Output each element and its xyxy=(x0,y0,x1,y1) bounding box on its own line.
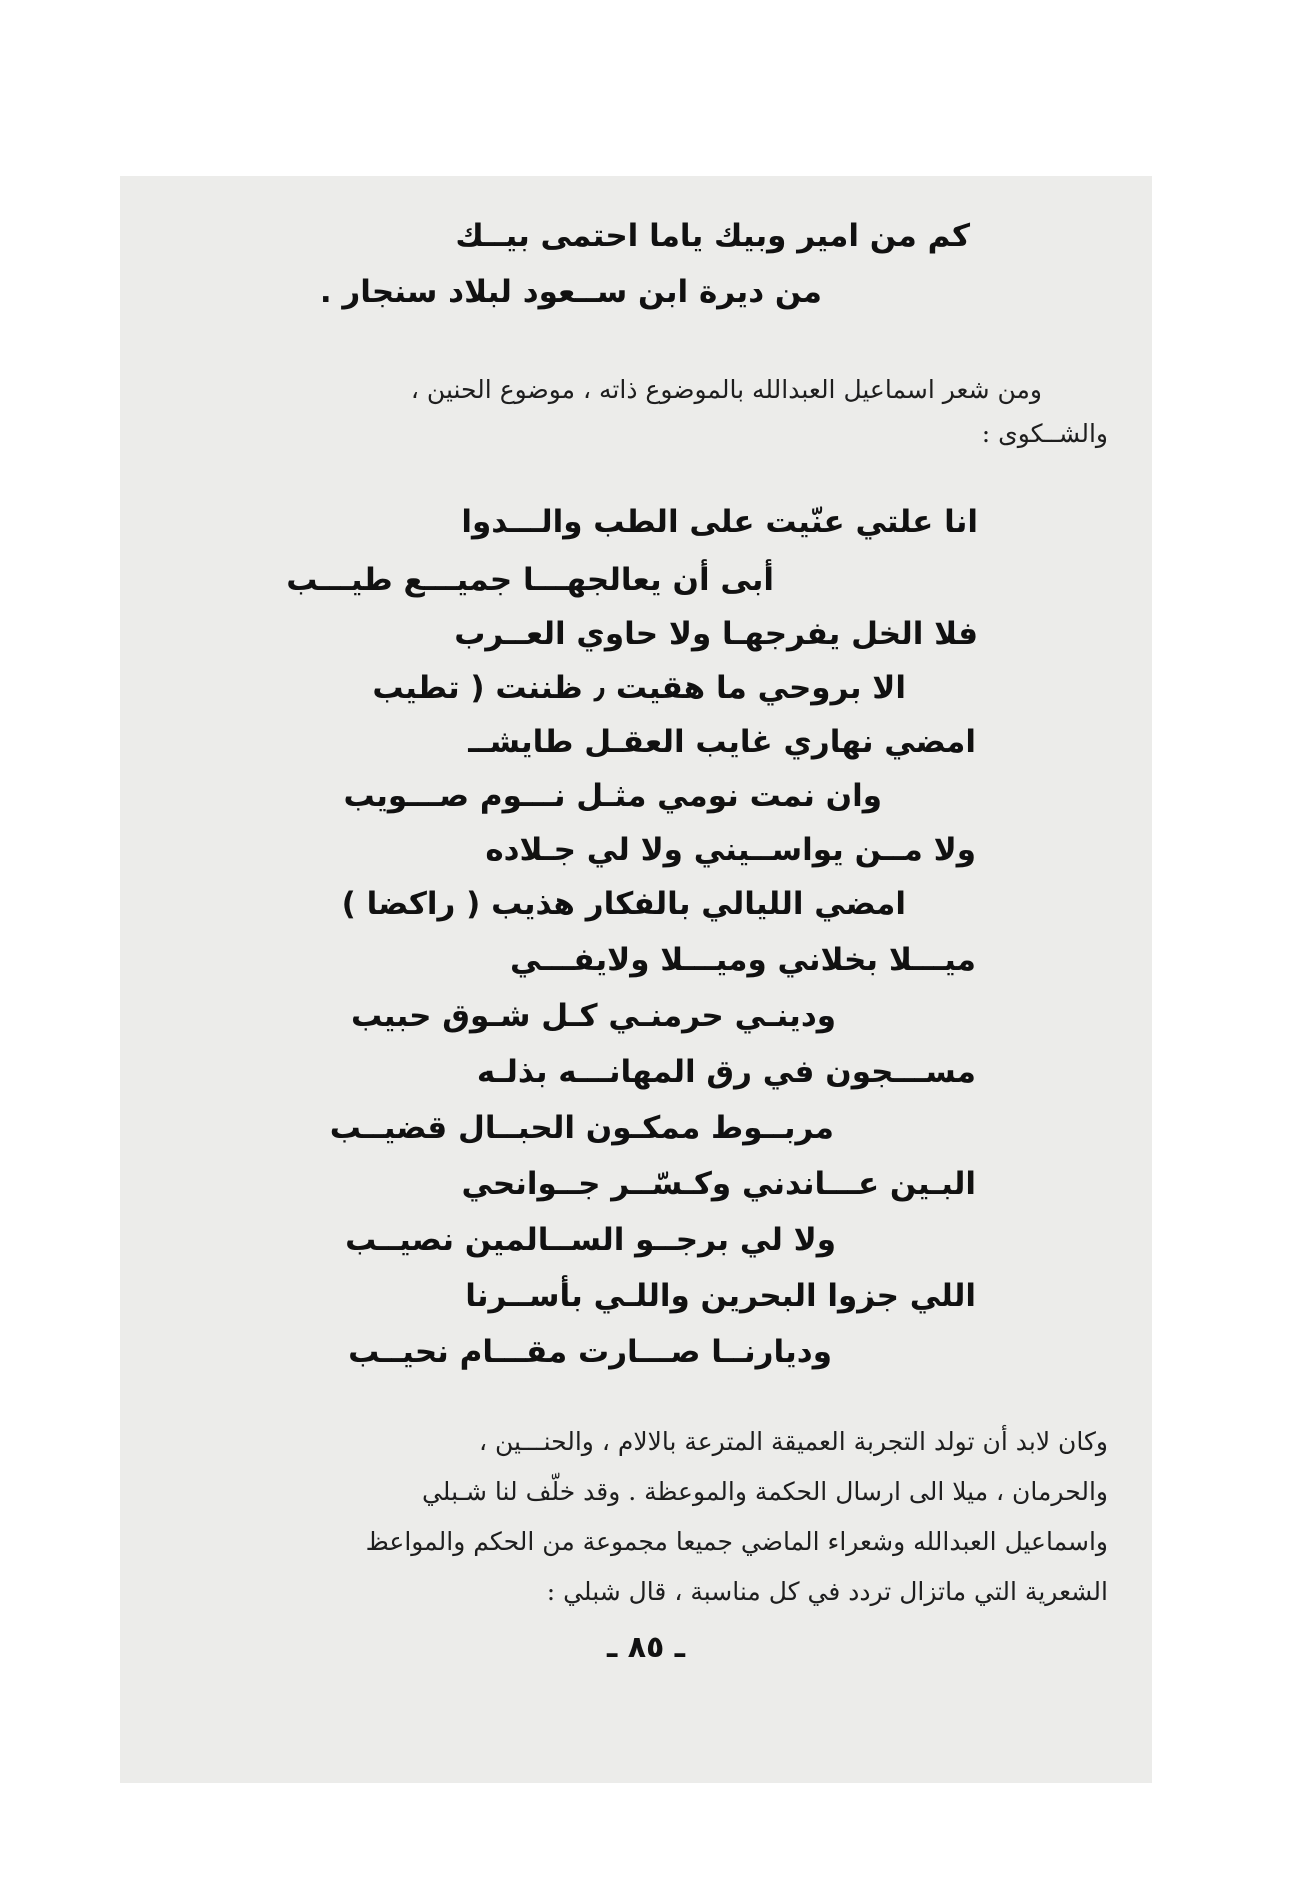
poem-line-2: أبى أن يعالجهـــا جميـــع طيـــب xyxy=(286,562,774,598)
poem-line-15: اللي جزوا البحرين واللـي بأســرنا xyxy=(465,1278,976,1314)
poem-line-1: انا علتي عنّيت على الطب والـــدوا xyxy=(461,504,978,540)
poem-line-6: وان نمت نومي مثـل نـــوم صـــويب xyxy=(343,778,882,814)
page-number: ـ ٨٥ ـ xyxy=(606,1630,686,1665)
poem-line-5: امضي نهاري غايب العقـل طايشــ xyxy=(468,724,976,760)
closing-paragraph-line-3: واسماعيل العبدالله وشعراء الماضي جميعا مجموعة من الحكم والمواعظ xyxy=(365,1527,1108,1556)
poem-line-8: امضي الليالي بالفكار هذيب ( راكضا ) xyxy=(341,886,906,922)
poem-line-16: وديارنــا صـــارت مقـــام نحيــب xyxy=(348,1334,832,1370)
intro-paragraph-line-1: ومن شعر اسماعيل العبدالله بالموضوع ذاته ، موضوع الحنين ، xyxy=(410,375,1042,404)
poem-line-7: ولا مــن يواســيني ولا لي جـلاده xyxy=(485,832,976,868)
poem-line-13: البـين عـــاندني وكـسّــر جــوانحي xyxy=(461,1166,976,1202)
poem-line-9: ميـــلا بخلاني وميـــلا ولايفـــي xyxy=(510,942,976,978)
intro-paragraph-line-2: والشــكوى : xyxy=(981,419,1108,448)
closing-paragraph-line-1: وكان لابد أن تولد التجربة العميقة المترعة بالالام ، والحنـــين ، xyxy=(479,1427,1108,1456)
opening-verse-line-2: من ديرة ابن ســعود لبلاد سنجار . xyxy=(319,274,822,310)
opening-verse-line-1: كم من امير وبيك ياما احتمى بيــك xyxy=(455,218,970,254)
closing-paragraph-line-2: والحرمان ، ميلا الى ارسال الحكمة والموعظة . وقد خلّف لنا شـبلي xyxy=(421,1477,1108,1506)
poem-line-3: فلا الخل يفرجهـا ولا حاوي العــرب xyxy=(454,616,978,652)
poem-line-4: الا بروحي ما هقيت ٫ ظننت ( تطيب xyxy=(372,670,906,706)
closing-paragraph-line-4: الشعرية التي ماتزال تردد في كل مناسبة ، قال شبلي : xyxy=(546,1577,1108,1606)
poem-line-11: مســـجون في رق المهانـــه بذلـه xyxy=(476,1054,976,1090)
poem-line-14: ولا لي برجــو الســالمين نصيــب xyxy=(345,1222,836,1258)
poem-line-12: مربــوط ممكـون الحبــال قضيــب xyxy=(329,1110,834,1146)
poem-line-10: ودينـي حرمنـي كـل شـوق حبيب xyxy=(350,998,836,1034)
